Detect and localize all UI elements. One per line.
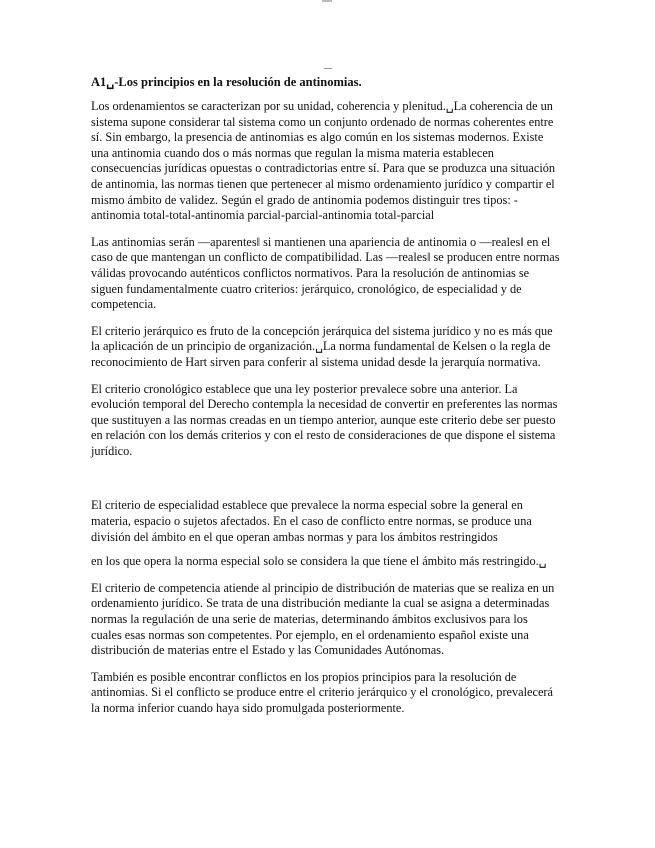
top-page-mark (322, 0, 332, 2)
paragraph-5-continuation: en los que opera la norma especial solo se considera la que tiene el ámbito más restringido.␣ (91, 554, 547, 569)
section-heading: A1␣-Los principios en la resolución de antinomias. (91, 75, 362, 89)
paragraph-2: Las antinomias serán —aparentes‖ si mantienen una apariencia de antinomia o —reales‖ en el caso de que mantengan un conflicto de compatibilidad. Las —reales‖ se producen entre normas válidas provocando auténticos conflictos normativos. Para la resolución de antinomias se siguen fundamentalmente cuatro criterios: jerárquico, cronológico, de especialidad y de competencia. (91, 234, 560, 312)
paragraph-6: El criterio de competencia atiende al principio de distribución de materias que se realiza en un ordenamiento jurídico. Se trata de una distribución mediante la cual se asigna a determinadas normas la regulación de una serie de materias, determinando ámbitos exclusivos para los cuales esas normas son competentes. Por ejemplo, en el ordenamiento español existe una distribución de materias entre el Estado y las Comunidades Autónomas. (91, 580, 555, 658)
paragraph-5: El criterio de especialidad establece que prevalece la norma especial sobre la general en materia, espacio o sujetos afectados. En el caso de conflicto entre normas, se produce una división del ámbito en el que operan ambas normas y para los ámbitos restringidos (91, 498, 532, 544)
document-body (91, 74, 561, 728)
paragraph-1: Los ordenamientos se caracterizan por su unidad, coherencia y plenitud.␣La coherencia de un sistema supone considerar tal sistema como un conjunto ordenado de normas coherentes entre sí. Sin embargo, la presencia de antinomias es algo común en los sistemas modernos. Existe una antinomia cuando dos o más normas que regulan la misma materia establecen consecuencias jurídicas opuestas o contradictorias entre sí. Para que se produzca una situación de antinomia, las normas tienen que pertenecer al mismo ordenamiento jurídico y compartir el mismo ámbito de validez. Según el grado de antinomia podemos distinguir tres tipos: -antinomia total-total-antinomia parcial-parcial-antinomia total-parcial (91, 99, 556, 223)
blank-gap (91, 470, 561, 498)
paragraph-4: El criterio cronológico establece que una ley posterior prevalece sobre una anterior. La evolución temporal del Derecho contempla la necesidad de convertir en preferentes las normas que sustituyen a las normas creadas en un tiempo anterior, aunque este criterio debe ser puesto en relación con los demás criterios y con el resto de consideraciones de que dispone el sistema jurídico. (91, 381, 558, 458)
paragraph-7: También es posible encontrar conflictos en los propios principios para la resolución de antinomias. Si el conflicto se produce entre el criterio jerárquico y el cronológico, prevalecerá la norma inferior cuando haya sido promulgada posteriormente. (91, 669, 553, 715)
header-rule-mark (324, 68, 332, 69)
paragraph-3: El criterio jerárquico es fruto de la concepción jerárquica del sistema jurídico y no es más que la aplicación de un principio de organización.␣La norma fundamental de Kelsen o la regla de reconocimiento de Hart sirven para conferir al sistema unidad desde la jerarquía normativa. (91, 323, 553, 369)
